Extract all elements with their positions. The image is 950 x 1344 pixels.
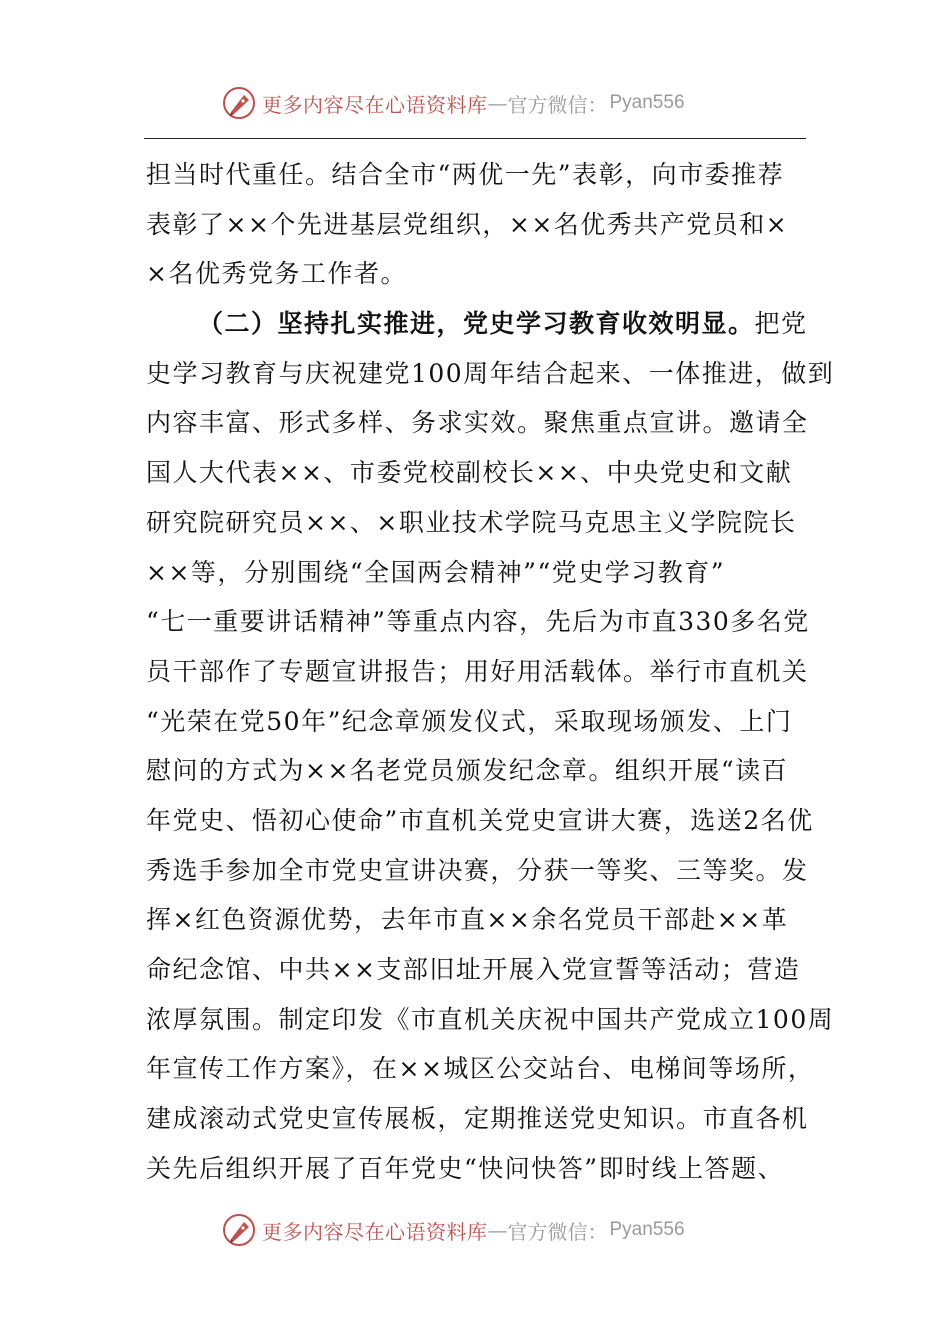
document-body (146, 150, 835, 1193)
body-line: “光荣在党50年”纪念章颁发仪式，采取现场颁发、上门 (146, 706, 793, 736)
section-heading: （二）坚持扎实推进，党史学习教育收效明显。 (198, 309, 755, 339)
footer-promo-text: 更多内容尽在心语资料库 (262, 1219, 488, 1244)
body-line: ×名优秀党务工作者。 (146, 259, 407, 289)
body-line: 秀选手参加全市党史宣讲决赛，分获一等奖、三等奖。发 (146, 855, 809, 885)
body-line: 国人大代表××、市委党校副校长××、中央党史和文献 (146, 458, 793, 488)
header-wechat-id: Pyan556 (609, 92, 685, 113)
header-banner (222, 86, 685, 120)
header-divider (144, 138, 806, 139)
body-line: 挥×红色资源优势，去年市直××余名党员干部赴××革 (146, 905, 789, 935)
body-line: 内容丰富、形式多样、务求实效。聚焦重点宣讲。邀请全 (146, 408, 809, 438)
header-dash: — (487, 91, 508, 115)
body-line: 员干部作了专题宣讲报告；用好用活载体。举行市直机关 (146, 656, 809, 686)
body-line: 年党史、悟初心使命”市直机关党史宣讲大赛，选送2名优 (146, 805, 814, 835)
body-line: 年宣传工作方案》，在××城区公交站台、电梯间等场所， (146, 1054, 815, 1084)
body-line: 表彰了××个先进基层党组织，××名优秀共产党员和× (146, 209, 789, 239)
body-line: “七一重要讲话精神”等重点内容，先后为市直330多名党 (146, 607, 810, 637)
body-line: 史学习教育与庆祝建党100周年结合起来、一体推进，做到 (146, 358, 835, 388)
body-line: 研究院研究员××、×职业技术学院马克思主义学院院长 (146, 507, 797, 537)
section-heading-line (146, 299, 806, 349)
body-line: 浓厚氛围。制定印发《市直机关庆祝中国共产党成立100周 (146, 1004, 835, 1034)
footer-wechat-id: Pyan556 (609, 1219, 685, 1240)
body-line: ××等，分别围绕“全国两会精神”“党史学习教育” (146, 557, 726, 587)
footer-banner (222, 1213, 685, 1247)
body-line: 关先后组织开展了百年党史“快问快答”即时线上答题、 (146, 1153, 785, 1183)
body-line: 慰问的方式为××名老党员颁发纪念章。组织开展“读百 (146, 756, 789, 786)
pen-nib-logo-icon (222, 86, 256, 120)
header-wechat-label: 官方微信： (507, 92, 608, 117)
body-line: 担当时代重任。结合全市“两优一先”表彰，向市委推荐 (146, 160, 785, 189)
header-promo-text: 更多内容尽在心语资料库 (262, 92, 488, 117)
section-heading-rest: 把党 (754, 309, 808, 339)
footer-wechat-label: 官方微信： (507, 1219, 608, 1244)
body-line: 建成滚动式党史宣传展板，定期推送党史知识。市直各机 (146, 1104, 809, 1134)
body-line: 命纪念馆、中共××支部旧址开展入党宣誓等活动；营造 (146, 955, 801, 984)
footer-dash: — (487, 1218, 508, 1242)
pen-nib-logo-icon (222, 1213, 256, 1247)
